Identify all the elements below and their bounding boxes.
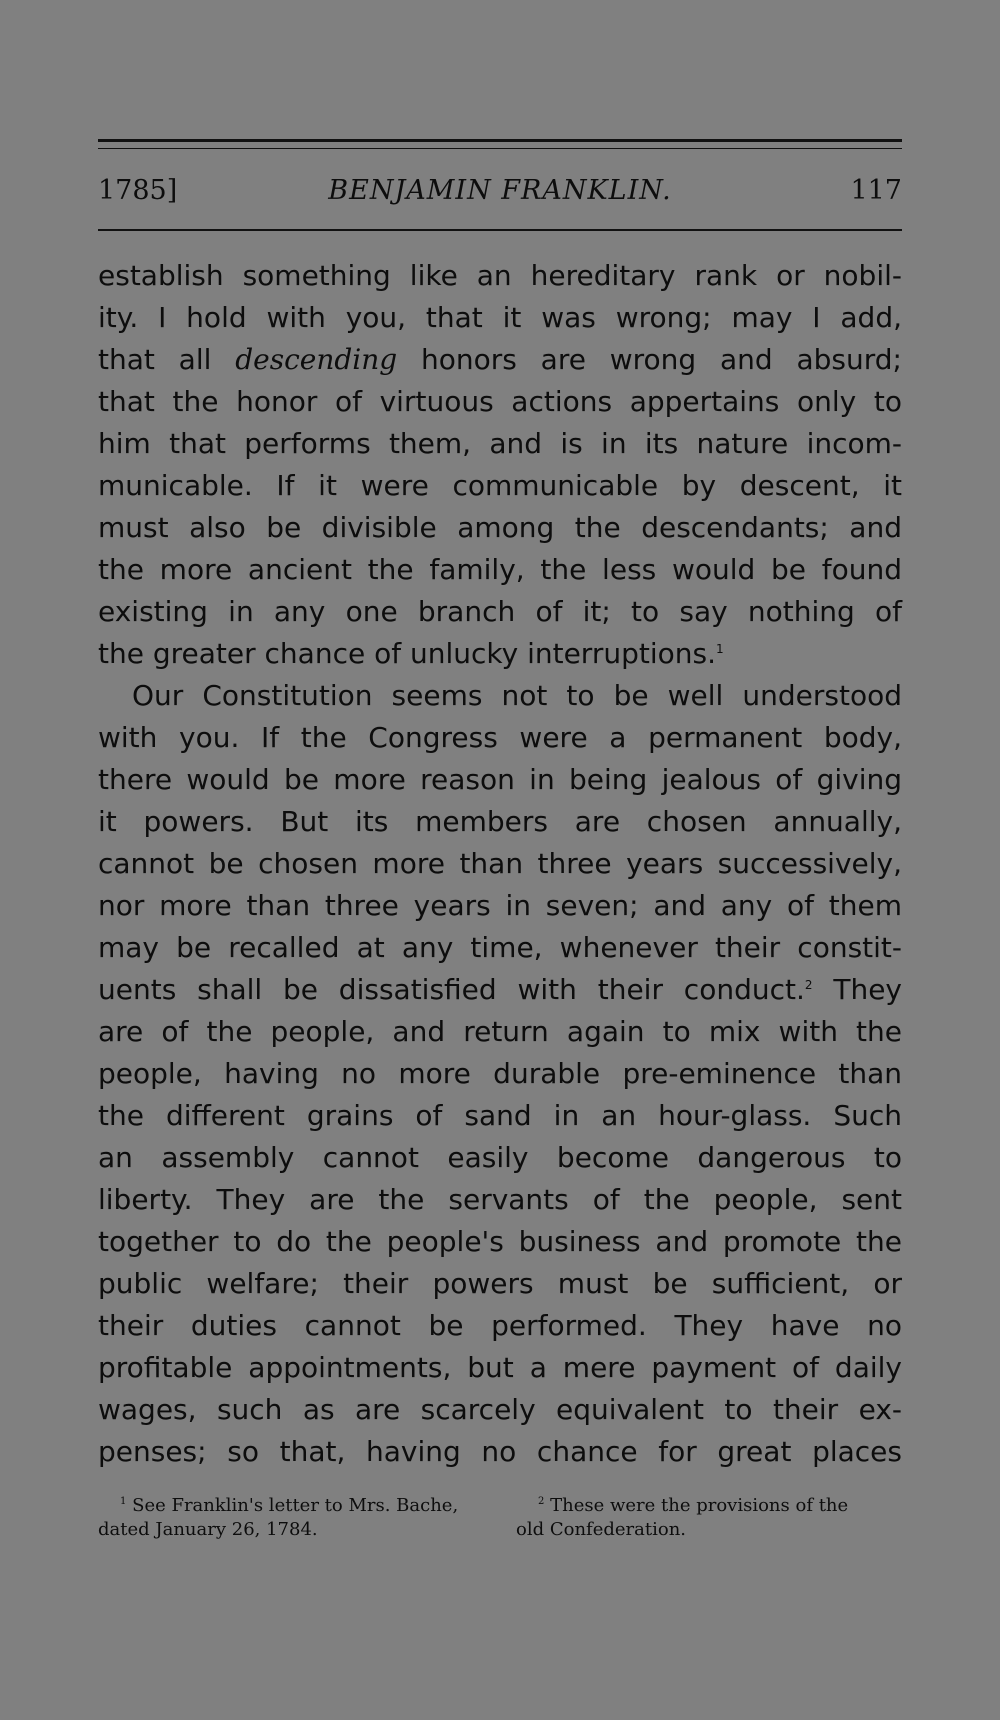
header-rule-thin bbox=[98, 148, 902, 149]
text-line bbox=[98, 969, 902, 1011]
footnote-ref-2: 2 bbox=[804, 978, 813, 992]
text-run: the greater chance of unlucky interruptions. bbox=[98, 637, 716, 670]
text-line: profitable appointments, but a mere payment of daily bbox=[98, 1351, 902, 1384]
text-line: the more ancient the family, the less would be found bbox=[98, 553, 902, 586]
footnote-line bbox=[98, 1494, 498, 1518]
text-line: him that performs them, and is in its nature incom- bbox=[98, 427, 902, 460]
text-line: Our Constitution seems not to be well understood bbox=[132, 679, 902, 712]
text-run: They bbox=[833, 973, 902, 1006]
text-line: nor more than three years in seven; and any of them bbox=[98, 889, 902, 922]
header-rule-thick bbox=[98, 139, 902, 142]
text-line: their duties cannot be performed. They have no bbox=[98, 1309, 902, 1342]
text-line: with you. If the Congress were a permanent body, bbox=[98, 721, 902, 754]
text-line: may be recalled at any time, whenever their constit- bbox=[98, 931, 902, 964]
footnote-text: See Franklin's letter to Mrs. Bache, bbox=[132, 1495, 459, 1516]
text-run: uents shall be dissatisfied with their conduct. bbox=[98, 973, 805, 1006]
text-line bbox=[98, 633, 902, 675]
body-text bbox=[98, 255, 902, 1473]
footnote-line: dated January 26, 1784. bbox=[98, 1519, 318, 1540]
italic-word: descending bbox=[235, 343, 398, 376]
running-head-year: 1785] bbox=[98, 175, 178, 206]
text-line: the different grains of sand in an hour-glass. Such bbox=[98, 1099, 902, 1132]
footnote-line: old Confederation. bbox=[516, 1519, 687, 1540]
text-line bbox=[98, 339, 902, 381]
text-line: an assembly cannot easily become dangerous to bbox=[98, 1141, 902, 1174]
text-line: municable. If it were communicable by descent, it bbox=[98, 469, 902, 502]
text-line: it powers. But its members are chosen annually, bbox=[98, 805, 902, 838]
text-run: that all bbox=[98, 343, 212, 376]
text-line: existing in any one branch of it; to say nothing of bbox=[98, 595, 902, 628]
text-line: ity. I hold with you, that it was wrong; may I add, bbox=[98, 301, 902, 334]
text-line: penses; so that, having no chance for great places bbox=[98, 1435, 902, 1468]
text-line: must also be divisible among the descendants; and bbox=[98, 511, 902, 544]
text-line: together to do the people's business and promote the bbox=[98, 1225, 902, 1258]
footnote-marker: 1 bbox=[120, 1496, 127, 1507]
text-line: cannot be chosen more than three years successively, bbox=[98, 847, 902, 880]
text-line: there would be more reason in being jealous of giving bbox=[98, 763, 902, 796]
text-line: that the honor of virtuous actions appertains only to bbox=[98, 385, 902, 418]
text-run: honors are wrong and absurd; bbox=[421, 343, 902, 376]
footnote-2 bbox=[516, 1494, 902, 1542]
running-head-title: BENJAMIN FRANKLIN. bbox=[328, 175, 672, 206]
footnote-marker: 2 bbox=[538, 1496, 545, 1507]
text-line: public welfare; their powers must be sufficient, or bbox=[98, 1267, 902, 1300]
footnote-1 bbox=[98, 1494, 498, 1542]
footnote-line bbox=[516, 1494, 902, 1518]
page-number: 117 bbox=[850, 175, 902, 206]
text-line: liberty. They are the servants of the people, sent bbox=[98, 1183, 902, 1216]
text-line: are of the people, and return again to mix with the bbox=[98, 1015, 902, 1048]
text-line: wages, such as are scarcely equivalent to their ex- bbox=[98, 1393, 902, 1426]
running-head bbox=[98, 175, 902, 215]
running-head-rule bbox=[98, 229, 902, 231]
footnote-text: These were the provisions of the bbox=[550, 1495, 849, 1516]
text-line: people, having no more durable pre-eminence than bbox=[98, 1057, 902, 1090]
text-line: establish something like an hereditary rank or nobil- bbox=[98, 259, 902, 292]
footnote-ref-1: 1 bbox=[715, 642, 724, 656]
